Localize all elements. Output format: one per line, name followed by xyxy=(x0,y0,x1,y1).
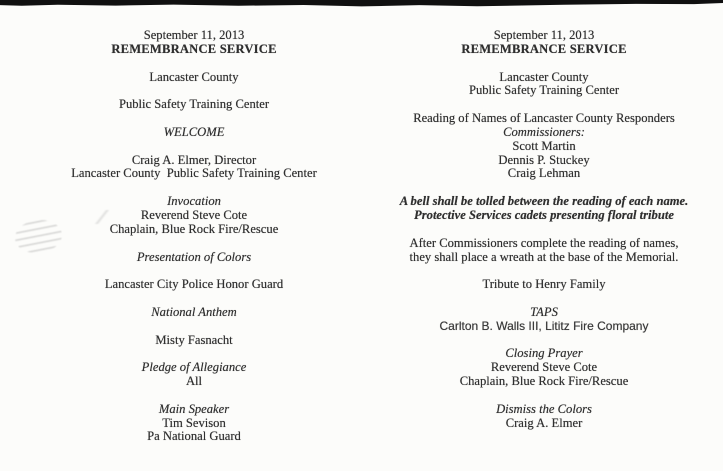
text-line: Craig A. Elmer, Director xyxy=(131,152,257,167)
blank-line xyxy=(14,181,374,195)
right-column xyxy=(364,29,723,430)
text-line: Scott Martin xyxy=(512,138,576,153)
text-line: Public Safety Training Center xyxy=(118,97,270,112)
text-line: Reverend Steve Cote xyxy=(140,207,248,222)
blank-line xyxy=(364,389,723,403)
text-line: Dennis P. Stuckey xyxy=(498,152,590,167)
blank-line xyxy=(364,334,723,348)
blank-line xyxy=(14,57,374,71)
text-line: WELCOME xyxy=(163,124,225,139)
text-line: TAPS xyxy=(530,304,558,319)
blank-line xyxy=(364,223,723,237)
text-line: A bell shall be tolled between the reading of each name. xyxy=(399,194,689,209)
text-line: Lancaster County Public Safety Training Center xyxy=(71,166,317,181)
text-line: September 11, 2013 xyxy=(143,28,245,42)
text-line: Pa National Guard xyxy=(147,429,241,444)
text-line: Chaplain, Blue Rock Fire/Rescue xyxy=(459,374,629,389)
text-line: National Anthem xyxy=(151,304,237,319)
text-line: Main Speaker xyxy=(158,401,230,416)
text-line: Presentation of Colors xyxy=(136,249,252,264)
text-line: Lancaster County xyxy=(499,69,589,84)
blank-line xyxy=(14,112,374,126)
text-line: they shall place a wreath at the base of the Memorial. xyxy=(409,249,679,264)
blank-line xyxy=(14,320,374,334)
text-line: Commissioners: xyxy=(503,124,585,139)
text-line: Closing Prayer xyxy=(505,346,583,361)
text-line: Invocation xyxy=(167,194,221,209)
text-line: Craig A. Elmer xyxy=(505,415,583,430)
blank-line xyxy=(14,389,374,403)
text-line: REMEMBRANCE SERVICE xyxy=(111,41,277,56)
text-line: After Commissioners complete the reading of names, xyxy=(409,235,679,250)
text-line: REMEMBRANCE SERVICE xyxy=(461,41,627,56)
blank-line xyxy=(14,140,374,154)
text-line: Carlton B. Walls III, Lititz Fire Company xyxy=(439,318,649,333)
blank-line xyxy=(14,292,374,306)
blank-line xyxy=(14,237,374,251)
left-column xyxy=(14,29,374,444)
text-line: Lancaster City Police Honor Guard xyxy=(104,277,284,292)
scan-edge-artifact xyxy=(0,0,723,8)
blank-line xyxy=(364,57,723,71)
text-line: Pledge of Allegiance xyxy=(141,360,247,375)
blank-line xyxy=(364,292,723,306)
text-line: All xyxy=(185,374,203,389)
text-line: Chaplain, Blue Rock Fire/Rescue xyxy=(109,221,279,236)
text-line: September 11, 2013 xyxy=(493,28,595,42)
text-line: Tim Sevison xyxy=(162,415,226,430)
text-line: Lancaster County xyxy=(149,69,239,84)
text-line: Public Safety Training Center xyxy=(468,83,620,98)
text-line: Craig Lehman xyxy=(507,166,581,181)
text-line: Misty Fasnacht xyxy=(155,332,233,347)
text-line: Protective Services cadets presenting floral tribute xyxy=(414,207,674,222)
text-line: Reading of Names of Lancaster County Responders xyxy=(413,111,675,126)
blank-line xyxy=(14,347,374,361)
blank-line xyxy=(364,181,723,195)
blank-line xyxy=(364,264,723,278)
blank-line xyxy=(14,84,374,98)
text-line: Dismiss the Colors xyxy=(496,401,592,416)
text-line: Reverend Steve Cote xyxy=(490,360,598,375)
text-line: Tribute to Henry Family xyxy=(482,277,606,292)
blank-line xyxy=(14,264,374,278)
blank-line xyxy=(364,98,723,112)
